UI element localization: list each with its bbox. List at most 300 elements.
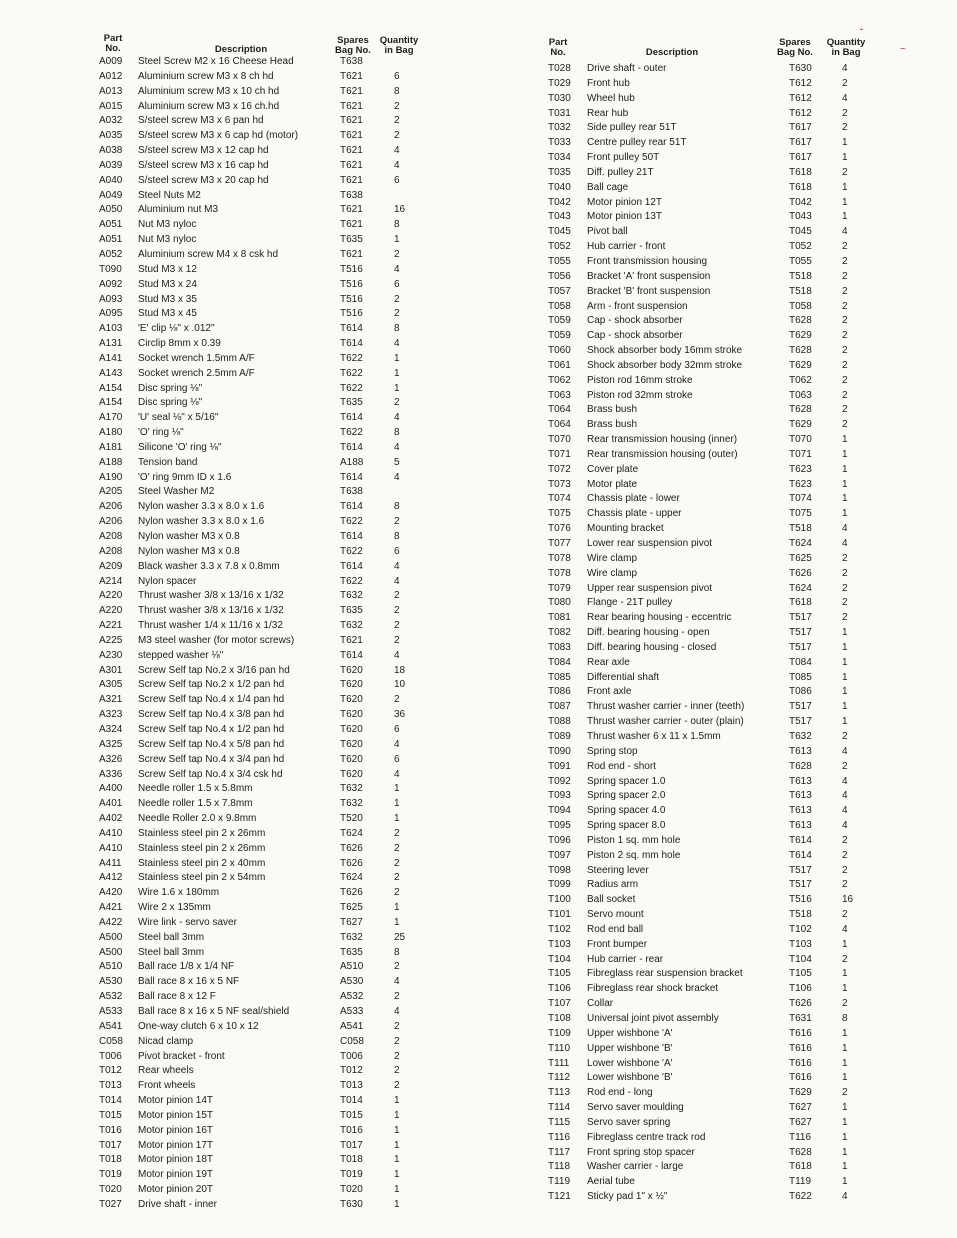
quantity-in-bag: 4 bbox=[394, 412, 400, 424]
quantity-in-bag: 1 bbox=[842, 701, 848, 713]
part-description: Rod end - long bbox=[587, 1087, 653, 1099]
spares-bag-number: T075 bbox=[789, 508, 812, 520]
quantity-in-bag: 1 bbox=[394, 1198, 400, 1210]
table-row bbox=[96, 55, 426, 70]
table-row bbox=[545, 834, 875, 849]
part-number: T091 bbox=[548, 760, 571, 772]
spares-bag-number: T620 bbox=[340, 768, 363, 780]
part-number: T088 bbox=[548, 716, 571, 728]
part-description: Drive shaft - inner bbox=[138, 1198, 217, 1210]
part-description: Diff. pulley 21T bbox=[587, 166, 654, 178]
spares-bag-number: T622 bbox=[340, 516, 363, 528]
spares-bag-number: T632 bbox=[340, 931, 363, 943]
part-description: Stud M3 x 45 bbox=[138, 308, 197, 320]
part-number: T109 bbox=[548, 1027, 571, 1039]
quantity-in-bag: 2 bbox=[842, 597, 848, 609]
quantity-in-bag: 4 bbox=[842, 775, 848, 787]
part-number: T096 bbox=[548, 834, 571, 846]
table-row bbox=[96, 456, 426, 471]
quantity-in-bag: 2 bbox=[842, 359, 848, 371]
table-row bbox=[545, 463, 875, 478]
part-number: T084 bbox=[548, 656, 571, 668]
spares-bag-number: T020 bbox=[340, 1184, 363, 1196]
spares-bag-number: T632 bbox=[340, 783, 363, 795]
part-description: Pivot ball bbox=[587, 226, 628, 238]
quantity-in-bag: 2 bbox=[394, 872, 400, 884]
quantity-in-bag: 2 bbox=[394, 842, 400, 854]
table-row bbox=[96, 248, 426, 263]
table-row bbox=[545, 760, 875, 775]
part-description: Aluminium screw M3 x 16 ch.hd bbox=[138, 100, 280, 112]
spares-bag-number: T621 bbox=[340, 159, 363, 171]
quantity-in-bag: 2 bbox=[842, 77, 848, 89]
table-row bbox=[545, 700, 875, 715]
spares-bag-number: T518 bbox=[789, 285, 812, 297]
part-description: Differential shaft bbox=[587, 671, 660, 683]
quantity-in-bag: 1 bbox=[842, 1176, 848, 1188]
part-description: Motor pinion 14T bbox=[138, 1095, 214, 1107]
quantity-in-bag: 1 bbox=[394, 234, 400, 246]
spares-bag-number: T626 bbox=[340, 842, 363, 854]
part-description: Lower rear suspension pivot bbox=[587, 538, 713, 549]
part-number: A103 bbox=[99, 323, 123, 335]
spares-bag-number: T614 bbox=[340, 649, 363, 661]
spares-bag-number: T613 bbox=[789, 820, 812, 832]
part-description: Needle roller 1.5 x 7.8mm bbox=[138, 798, 253, 810]
quantity-in-bag: 10 bbox=[394, 679, 406, 691]
part-description: Shock absorber body 32mm stroke bbox=[587, 359, 743, 371]
table-row bbox=[96, 100, 426, 115]
table-row bbox=[96, 322, 426, 337]
part-number: A015 bbox=[99, 100, 123, 112]
quantity-in-bag: 2 bbox=[842, 760, 848, 772]
quantity-in-bag: 2 bbox=[842, 849, 848, 861]
part-description: Washer carrier - large bbox=[587, 1161, 684, 1173]
part-number: T018 bbox=[99, 1154, 122, 1166]
table-row bbox=[545, 285, 875, 300]
part-description: Rod end - short bbox=[587, 760, 656, 772]
spares-bag-number: T045 bbox=[789, 226, 812, 238]
part-description: Piston rod 16mm stroke bbox=[587, 374, 693, 386]
table-row bbox=[96, 233, 426, 248]
part-number: A220 bbox=[99, 590, 123, 602]
table-row bbox=[545, 389, 875, 404]
table-row bbox=[545, 1042, 875, 1057]
quantity-in-bag: 4 bbox=[394, 1006, 400, 1017]
part-description: Stud M3 x 12 bbox=[138, 263, 197, 275]
spares-bag-number: T621 bbox=[340, 85, 363, 97]
table-row bbox=[545, 923, 875, 938]
table-row bbox=[545, 240, 875, 255]
spares-bag-number: T614 bbox=[340, 471, 363, 483]
spares-bag-number: T620 bbox=[340, 723, 363, 735]
part-number: T103 bbox=[548, 938, 571, 950]
part-description: Steel Screw M2 x 16 Cheese Head bbox=[138, 56, 294, 67]
table-row bbox=[96, 1035, 426, 1050]
part-number: T057 bbox=[548, 285, 571, 297]
part-number: T006 bbox=[99, 1050, 122, 1062]
table-row bbox=[545, 938, 875, 953]
part-number: A009 bbox=[99, 56, 123, 67]
table-row bbox=[545, 656, 875, 671]
part-number: A181 bbox=[99, 441, 123, 453]
quantity-in-bag: 2 bbox=[842, 166, 848, 178]
quantity-in-bag: 1 bbox=[394, 1169, 400, 1181]
table-row bbox=[96, 263, 426, 278]
spares-bag-number: T621 bbox=[340, 248, 363, 260]
spares-bag-number: T616 bbox=[789, 1072, 812, 1084]
table-row bbox=[96, 589, 426, 604]
quantity-in-bag: 4 bbox=[394, 575, 400, 587]
part-description: Wire 1.6 x 180mm bbox=[138, 887, 220, 899]
part-number: T042 bbox=[548, 196, 571, 208]
quantity-in-bag: 2 bbox=[394, 827, 400, 839]
quantity-in-bag: 2 bbox=[842, 255, 848, 267]
table-row bbox=[96, 871, 426, 886]
part-description: Shock absorber body 16mm stroke bbox=[587, 345, 743, 357]
quantity-in-bag: 4 bbox=[394, 738, 400, 750]
part-description: Nut M3 nyloc bbox=[138, 234, 197, 246]
quantity-in-bag: 2 bbox=[842, 300, 848, 312]
part-description: Rear bearing housing - eccentric bbox=[587, 612, 732, 624]
part-description: Screw Self tap No.4 x 3/4 pan hd bbox=[138, 753, 285, 765]
part-number: A411 bbox=[99, 857, 122, 869]
part-description: Fibreglass rear shock bracket bbox=[587, 983, 719, 995]
spares-bag-number: T063 bbox=[789, 389, 812, 401]
part-number: T019 bbox=[99, 1169, 122, 1181]
spares-bag-number: T628 bbox=[789, 1146, 812, 1158]
spares-bag-number: T624 bbox=[340, 827, 363, 839]
part-number: A541 bbox=[99, 1020, 123, 1032]
table-row bbox=[96, 901, 426, 916]
part-number: T043 bbox=[548, 211, 571, 223]
spares-bag-number: T621 bbox=[340, 219, 363, 231]
spares-bag-number: T621 bbox=[340, 204, 363, 216]
table-row bbox=[545, 1101, 875, 1116]
part-description: Front transmission housing bbox=[587, 255, 708, 267]
part-number: A323 bbox=[99, 709, 123, 721]
spares-bag-number: T635 bbox=[340, 946, 363, 958]
part-description: Piston 1 sq. mm hole bbox=[587, 834, 681, 846]
part-description: Thrust washer 6 x 11 x 1.5mm bbox=[587, 730, 721, 742]
table-row bbox=[96, 827, 426, 842]
part-description: Nylon washer M3 x 0.8 bbox=[138, 531, 240, 542]
table-row bbox=[96, 575, 426, 590]
table-row bbox=[96, 85, 426, 100]
quantity-in-bag: 2 bbox=[842, 374, 848, 386]
table-row bbox=[545, 849, 875, 864]
spares-bag-number: T119 bbox=[789, 1176, 812, 1188]
part-number: T099 bbox=[548, 879, 571, 891]
quantity-in-bag: 1 bbox=[394, 367, 400, 379]
quantity-in-bag: 6 bbox=[394, 70, 400, 82]
part-number: T073 bbox=[548, 478, 571, 490]
part-description: Sticky pad 1" x ½" bbox=[587, 1191, 668, 1203]
spares-bag-number: T062 bbox=[789, 374, 812, 386]
part-number: A220 bbox=[99, 605, 123, 617]
part-number: A421 bbox=[99, 902, 123, 914]
table-row bbox=[545, 804, 875, 819]
spares-bag-number: T617 bbox=[789, 137, 812, 149]
spares-bag-number: T614 bbox=[340, 501, 363, 513]
table-row bbox=[96, 768, 426, 783]
part-number: T095 bbox=[548, 820, 571, 832]
part-description: Front hub bbox=[587, 77, 630, 89]
part-number: T075 bbox=[548, 508, 571, 520]
part-number: A225 bbox=[99, 634, 123, 646]
spares-bag-number: T018 bbox=[340, 1154, 363, 1166]
part-description: Thrust washer 1/4 x 11/16 x 1/32 bbox=[138, 620, 283, 632]
part-description: Motor pinion 16T bbox=[138, 1124, 214, 1136]
quantity-in-bag: 1 bbox=[394, 798, 400, 810]
quantity-in-bag: 1 bbox=[842, 1027, 848, 1039]
table-row bbox=[96, 634, 426, 649]
part-number: A325 bbox=[99, 738, 123, 750]
table-row bbox=[545, 908, 875, 923]
part-number: A510 bbox=[99, 961, 123, 973]
quantity-in-bag: 1 bbox=[842, 1042, 848, 1054]
table-row bbox=[545, 953, 875, 968]
part-number: T108 bbox=[548, 1013, 571, 1024]
quantity-in-bag: 2 bbox=[394, 887, 400, 899]
part-number: T031 bbox=[548, 107, 571, 119]
table-row bbox=[96, 975, 426, 990]
table-row bbox=[96, 560, 426, 575]
part-number: T078 bbox=[548, 552, 571, 564]
quantity-in-bag: 4 bbox=[842, 805, 848, 817]
spares-bag-number: T517 bbox=[789, 641, 812, 653]
part-number: A038 bbox=[99, 145, 123, 157]
part-number: A230 bbox=[99, 649, 123, 661]
part-description: Hub carrier - rear bbox=[587, 953, 664, 965]
quantity-in-bag: 2 bbox=[394, 248, 400, 260]
part-number: T074 bbox=[548, 493, 571, 505]
part-number: T106 bbox=[548, 983, 571, 995]
spares-bag-number: T632 bbox=[340, 620, 363, 632]
part-description: Wire link - servo saver bbox=[138, 916, 237, 928]
part-description: Aluminium screw M4 x 8 csk hd bbox=[138, 248, 279, 260]
quantity-in-bag: 1 bbox=[394, 916, 400, 928]
spares-bag-number: T613 bbox=[789, 790, 812, 802]
quantity-in-bag: 2 bbox=[394, 115, 400, 127]
part-description: Cover plate bbox=[587, 463, 639, 475]
spares-bag-number: T103 bbox=[789, 938, 812, 950]
part-number: A051 bbox=[99, 219, 123, 231]
table-row bbox=[96, 1079, 426, 1094]
table-row bbox=[545, 314, 875, 329]
part-number: T070 bbox=[548, 434, 571, 446]
part-number: T087 bbox=[548, 701, 571, 713]
part-description: Thrust washer 3/8 x 13/16 x 1/32 bbox=[138, 590, 284, 602]
part-number: A154 bbox=[99, 382, 123, 394]
part-description: Thrust washer 3/8 x 13/16 x 1/32 bbox=[138, 605, 284, 617]
spares-bag-number: T070 bbox=[789, 434, 812, 446]
spares-bag-number: T518 bbox=[789, 909, 812, 921]
part-description: Rear axle bbox=[587, 656, 630, 668]
part-number: A530 bbox=[99, 976, 123, 988]
spares-bag-number: T516 bbox=[340, 263, 363, 275]
part-number: A305 bbox=[99, 679, 123, 691]
quantity-in-bag: 4 bbox=[842, 820, 848, 832]
quantity-in-bag: 6 bbox=[394, 723, 400, 735]
spares-bag-number: T622 bbox=[789, 1191, 812, 1203]
quantity-in-bag: 4 bbox=[842, 226, 848, 238]
table-row bbox=[96, 916, 426, 931]
quantity-in-bag: 1 bbox=[394, 1154, 400, 1166]
spares-bag-number: T625 bbox=[340, 902, 363, 914]
part-description: Mounting bracket bbox=[587, 523, 664, 535]
part-description: Nylon washer 3.3 x 8.0 x 1.6 bbox=[138, 501, 265, 513]
quantity-in-bag: 2 bbox=[842, 419, 848, 431]
part-description: Cap - shock absorber bbox=[587, 315, 683, 327]
spares-bag-number: T055 bbox=[789, 255, 812, 267]
part-description: Nylon washer 3.3 x 8.0 x 1.6 bbox=[138, 516, 265, 528]
spares-bag-number: T614 bbox=[789, 849, 812, 861]
part-description: Chassis plate - lower bbox=[587, 493, 680, 505]
part-description: Front axle bbox=[587, 686, 632, 698]
quantity-in-bag: 1 bbox=[394, 1139, 400, 1151]
part-description: Circlip 8mm x 0.39 bbox=[138, 338, 221, 350]
header-spares-bag-no: Spares Bag No. bbox=[777, 37, 813, 58]
table-row bbox=[96, 738, 426, 753]
table-row bbox=[545, 1190, 875, 1205]
part-number: A141 bbox=[99, 352, 123, 364]
table-row bbox=[545, 611, 875, 626]
spares-bag-number: T517 bbox=[789, 612, 812, 624]
spares-bag-number: T620 bbox=[340, 679, 363, 691]
quantity-in-bag: 4 bbox=[394, 145, 400, 157]
table-row bbox=[545, 418, 875, 433]
quantity-in-bag: 1 bbox=[842, 1072, 848, 1084]
quantity-in-bag: 2 bbox=[842, 404, 848, 416]
quantity-in-bag: 1 bbox=[842, 1057, 848, 1069]
part-number: A188 bbox=[99, 456, 123, 468]
part-description: Rod end ball bbox=[587, 923, 644, 935]
spares-bag-number: T631 bbox=[789, 1013, 812, 1024]
quantity-in-bag: 6 bbox=[394, 545, 400, 557]
quantity-in-bag: 25 bbox=[394, 931, 406, 943]
spares-bag-number: T627 bbox=[340, 916, 363, 928]
quantity-in-bag: 2 bbox=[842, 582, 848, 594]
table-row bbox=[545, 1131, 875, 1146]
part-description: M3 steel washer (for motor screws) bbox=[138, 634, 295, 646]
part-number: T081 bbox=[548, 612, 571, 624]
part-description: Ball cage bbox=[587, 181, 629, 193]
spares-bag-number: T625 bbox=[789, 552, 812, 564]
table-row bbox=[96, 174, 426, 189]
part-description: Brass bush bbox=[587, 404, 638, 416]
table-row bbox=[545, 255, 875, 270]
spares-bag-number: A530 bbox=[340, 976, 364, 988]
part-number: T077 bbox=[548, 538, 571, 549]
quantity-in-bag: 6 bbox=[394, 278, 400, 290]
table-row bbox=[545, 671, 875, 686]
part-description: Motor pinion 12T bbox=[587, 196, 663, 208]
part-description: Nicad clamp bbox=[138, 1035, 194, 1047]
part-number: A422 bbox=[99, 916, 123, 928]
quantity-in-bag: 2 bbox=[394, 605, 400, 617]
quantity-in-bag: 8 bbox=[394, 946, 400, 958]
table-row bbox=[96, 1109, 426, 1124]
spares-bag-number: T043 bbox=[789, 211, 812, 223]
header-quantity-in-bag: Quantity in Bag bbox=[379, 35, 419, 56]
quantity-in-bag: 1 bbox=[842, 968, 848, 980]
table-row bbox=[96, 1139, 426, 1154]
part-number: T034 bbox=[548, 152, 571, 164]
quantity-in-bag: 2 bbox=[394, 590, 400, 602]
part-description: Brass bush bbox=[587, 419, 638, 431]
quantity-in-bag: 2 bbox=[842, 879, 848, 891]
spares-bag-number: T622 bbox=[340, 382, 363, 394]
part-description: Spring spacer 2.0 bbox=[587, 790, 666, 802]
table-row bbox=[96, 1094, 426, 1109]
part-number: T097 bbox=[548, 849, 571, 861]
part-number: A324 bbox=[99, 723, 123, 735]
quantity-in-bag: 5 bbox=[394, 456, 400, 468]
quantity-in-bag: 2 bbox=[842, 567, 848, 579]
part-description: Thrust washer carrier - outer (plain) bbox=[587, 716, 744, 728]
quantity-in-bag: 8 bbox=[394, 323, 400, 335]
quantity-in-bag: 2 bbox=[842, 1087, 848, 1099]
spares-bag-number: T620 bbox=[340, 694, 363, 706]
spares-bag-number: T616 bbox=[789, 1042, 812, 1054]
table-row bbox=[96, 678, 426, 693]
part-number: A533 bbox=[99, 1006, 123, 1017]
part-description: Needle Roller 2.0 x 9.8mm bbox=[138, 813, 257, 825]
part-description: Front wheels bbox=[138, 1080, 196, 1092]
part-description: Drive shaft - outer bbox=[587, 63, 667, 74]
part-number: T055 bbox=[548, 255, 571, 267]
spares-bag-number: T612 bbox=[789, 77, 812, 89]
part-number: A035 bbox=[99, 130, 123, 142]
quantity-in-bag: 2 bbox=[842, 864, 848, 876]
part-number: A049 bbox=[99, 189, 123, 201]
quantity-in-bag: 8 bbox=[394, 501, 400, 513]
quantity-in-bag: 1 bbox=[394, 382, 400, 394]
spares-bag-number: T624 bbox=[789, 538, 812, 549]
table-row bbox=[96, 426, 426, 441]
part-description: Steel Nuts M2 bbox=[138, 189, 201, 201]
quantity-in-bag: 1 bbox=[842, 686, 848, 698]
part-description: Stainless steel pin 2 x 54mm bbox=[138, 872, 266, 884]
part-description: Aluminium screw M3 x 8 ch hd bbox=[138, 70, 274, 82]
quantity-in-bag: 4 bbox=[394, 441, 400, 453]
spares-bag-number: T628 bbox=[789, 315, 812, 327]
part-description: Steering lever bbox=[587, 864, 649, 876]
quantity-in-bag: 2 bbox=[842, 953, 848, 965]
spares-bag-number: T516 bbox=[340, 308, 363, 320]
table-row bbox=[96, 278, 426, 293]
table-row bbox=[545, 819, 875, 834]
spares-bag-number: T620 bbox=[340, 753, 363, 765]
spares-bag-number: T016 bbox=[340, 1124, 363, 1136]
table-row bbox=[545, 344, 875, 359]
spares-bag-number: T638 bbox=[340, 189, 363, 201]
spares-bag-number: T058 bbox=[789, 300, 812, 312]
part-description: Servo saver moulding bbox=[587, 1102, 684, 1114]
part-number: T114 bbox=[548, 1102, 571, 1114]
table-row bbox=[545, 567, 875, 582]
spares-bag-number: T613 bbox=[789, 745, 812, 757]
part-number: T040 bbox=[548, 181, 571, 193]
part-number: T029 bbox=[548, 77, 571, 89]
part-number: T045 bbox=[548, 226, 571, 238]
table-row bbox=[96, 723, 426, 738]
table-row bbox=[96, 649, 426, 664]
quantity-in-bag: 4 bbox=[394, 338, 400, 350]
quantity-in-bag: 4 bbox=[394, 471, 400, 483]
spares-bag-number: T014 bbox=[340, 1095, 363, 1107]
